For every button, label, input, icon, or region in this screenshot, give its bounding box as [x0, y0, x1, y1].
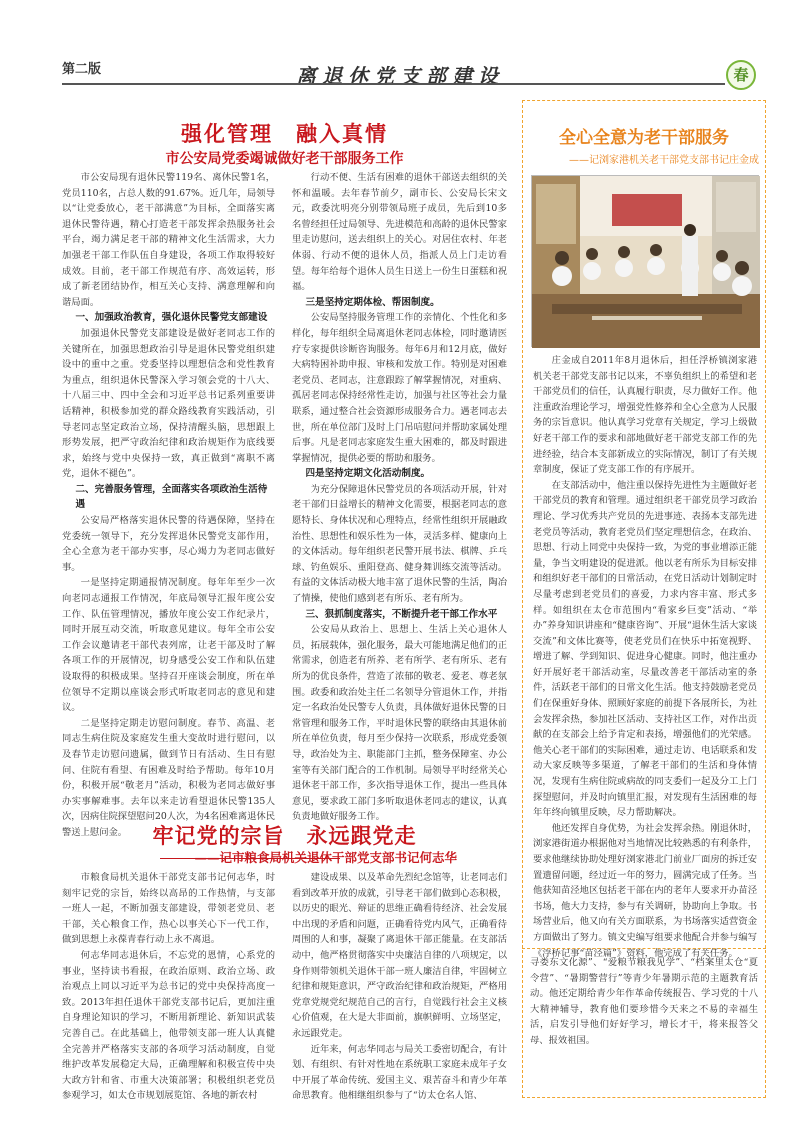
article-3-box [522, 100, 766, 1098]
article-2-continuation-text: 寻娄东文化源”、“爱粮节粮我见学”、“档案里太仓“夏令营”、“暑期警营行”等青少年暑期示范的主题教育活动。他还定期给青少年作革命传统报告、学习党的十八大精神辅导，教育他们要珍惜今天来之不易的幸福生活，启发引导他们好好学习，增长才干，将来报答父母、报效祖国。 [530, 957, 758, 1046]
section-heading: 三、狠抓制度落实，不断提升老干部工作水平 [305, 608, 498, 620]
article-2-title: 牢记党的宗旨 永远跟党走 [152, 823, 417, 848]
paragraph: 一是坚持定期通报情况制度。每年年至少一次向老同志通报工作情况，年底局领导汇报年度公安工作、队伍管理情况，播放年度公安工作纪录片，同时开展互动交流，听取意见建议。每年全市公安工作会议邀请老干部代表列席，让老干部及时了解各项工作的开展情况，切身感受公安工作和队伍建设取得的积极成果。坚持召开座谈会制度，所在单位领导不定期以座谈会形式听取老同志的意见和建议。 [62, 577, 275, 714]
paragraph: 在支部活动中，他注重以保持先进性为主题做好老干部党员的教育和管理。通过组织老干部党员学习政治理论、学习优秀共产党员的先进事迹、表扬本支部先进老党员等活动，教育老党员们坚定理想信念，在政治、思想、行动上同党中央保持一致，为党的事业增添正能量，争当文明建设的促进派。他以老有所乐为目标安排和组织好老干部们的日常活动，在党日活动计划制定时尽量考虑到老党员们的喜爱，力求内容丰富、形式多样。如组织在太仓市范围内“看家乡巨变”活动、“举办”养身知识讲座和“健康咨询”、开展“退休生活大家谈交流”和文体比赛等，使老党员们在快乐中拓宽视野、增进了解、学到知识、促进身心健康。同时，他注重办好开展好老干部活动室，尽量改善老干部活动室的条件，活跃老干部们的日常文化生活。他支持鼓励老党员们在保重好身体、照顾好家庭的前提下各展所长，为社会发挥余热，参加社区活动、支持社区工作，对作出贡献的在支部会上给予肯定和表扬，增强他们的光荣感。他关心老干部们的实际困难，通过走访、电话联系和发动大家反映等多渠道，了解老干部们的生活和身体情况，发现有生病住院或病故的同支委们一起及分工上门探望慰问，并及时向镇里汇报，对发现有生活困难的每年年终向镇里反映，尽力帮助解决。 [533, 479, 757, 819]
meeting-photo-image [532, 176, 760, 348]
paragraph: 建设成果、以及革命先烈纪念馆等，让老同志们看到改革开放的成就，引导老干部们做到心态积极，以历史的眼光、辩证的思维正确看待经济、社会发展中出现的矛盾和问题，正确看待党内风气，正确看待周围的人和事，凝聚了离退休干部正能量。在支部活动中，他严格贯彻落实中央廉洁自律的八项规定，以身作则带领机关退休干部一班人廉洁自律，牢固树立纪律和规矩意识，严守政治纪律和政治规矩，严格用党章党规党纪规范自己的言行，自觉践行社会主义核心价值观，在大是大非面前，旗帜鲜明、立场坚定，永远跟党走。 [292, 872, 507, 1039]
paragraph: 庄金成自2011年8月退休后，担任浮桥镇浏家港机关老干部党支部书记以来，不辜负组织上的希望和老干部党员们的信任，认真履行职责，尽力做好工作。他注重政治理论学习，增强党性修养和全心全意为人民服务的宗旨意识。他认真学习党章有关规定，学习上级做好老干部工作的要求和部地做好老干部党支部工作的先进经验，结合本支部新成立的实际情况，制订了有关规章制度，保证了党支部工作的有序展开。 [533, 355, 757, 476]
article-3-box-divider [522, 948, 766, 949]
paragraph: 行动不便、生活有困难的退休干部送去组织的关怀和温暖。去年春节前夕，副市长、公安局长宋文元，政委沈明亮分别带领局班子成员，先后到10多名曾经担任过局领导、先进模范和高龄的退休民警家里走访慰问，送去组织上的关心。对居住农村、年老体弱、行动不便的退休人员，指派人员上门走访看望。每年给每个退休人员生日送上一份生日蛋糕和祝福。 [292, 172, 507, 293]
paragraph: 他还发挥自身优势，为社会发挥余热。刚退休时，浏家港街道办根据他对当地情况比较熟悉的有利条件，要求他继续协助处理好浏家港北门前业厂面房的拆迁安置遗留问题，经过近一年的努力，圆满完成了任务。当他获知苗泾地区包括老干部在内的老年人要求开办苗泾书场，他大力支持，参与有关调研，协助向上争取。书场营业后，他又向有关方面联系，为书场落实适营资金方面做出了努力。镇文史编写组要求他配合并参与编写《浮桥记事“苗泾篇”》资料，他完成了有关任务。 [533, 822, 757, 959]
article-2-subtitle: ——记市粮食局机关退休干部党支部书记何志华 [194, 850, 457, 865]
paragraph: 市公安局现有退休民警119名、离休民警1名，党员110名，占总人数的91.67%。近几年，局领导以“让党委放心，老干部满意”为目标，全面落实离退休民警待遇，精心打造老干部发挥余热服务社会平台，竭力满足老干部的精神文化生活需求，大力加强老干部工作队伍自身建设，各项工作取得较好成效。目前，老干部工作规范有序、高效运转，形成了新老团结协作，相互关心支持、满意理解和向谐局面。 [62, 172, 275, 308]
article-3-column [533, 353, 757, 959]
article-2-column-1 [62, 870, 275, 1100]
paragraph: 近年来，何志华同志与局关工委密切配合，有计划、有组织、有针对性地在系统职工家庭未成年子女中开展了革命传统、爱国主义、艰苦奋斗和青少年革命思教育。他相继组织参与了“访太仓名人馆、 [292, 1043, 507, 1102]
article-2-column-2 [292, 870, 507, 1100]
paragraph: 公安局坚持服务管理工作的亲情化、个性化和多样化，每年组织全局离退休老同志体检，同时邀请医疗专家提供诊断咨询服务。每年6月和12月底，做好大病特困补助申报、审核和发放工作。特别是对困难老党员、老同志，注意跟踪了解掌握情况，对重病、孤居老同志保持经常性走访，加强与社区等社会力量联系，通过整合社会资源形成服务合力。遇老同志去世，所在单位部门及时上门吊唁慰问并帮助家属处理后事。凡是老同志家庭发生重大困难的，都及时跟进掌握情况，提供必要的帮助和服务。 [292, 312, 507, 464]
newspaper-title: 离退休党支部建设 [296, 64, 504, 88]
page-number-label: 第二版 [62, 62, 102, 77]
article-3-title: 全心全意为老干部服务 [559, 128, 729, 148]
article-1-title: 强化管理 融入真情 [181, 122, 388, 146]
article-1-column-1 [62, 170, 275, 838]
article-1-subtitle: 市公安局党委竭诚做好老干部服务工作 [165, 151, 404, 167]
header-rule [62, 83, 725, 85]
section-heading: 三是坚持定期体检、帮困制度。 [305, 296, 440, 308]
meeting-photo [531, 175, 759, 347]
paragraph: 加强退休民警党支部建设是做好老同志工作的关键所在，加强思想政治引导是退休民警党组织建设中的重中之重。党委坚持以理想信念和党性教育为重点，组织退休民警深入学习领会党的十八大、十八届三中、四中全会和习近平总书记系列重要讲话精神，积极参加党的群众路线教育实践活动，引导老同志坚定政治立场，保持清醒头脑，思想跟上形势发展，把严守政治纪律和政治规矩作为底线要求，始终与党中央保持一致，真正做到“离职不离党，退休不褪色”。 [62, 327, 275, 480]
section-heading: 一、加强政治教育，强化退休民警党支部建设 [75, 312, 268, 324]
paragraph: 公安局从政治上、思想上、生活上关心退休人员，拓展载体，强化服务，最大可能地满足他们的正常需求，创造老有所养、老有所学、老有所乐、老有所为的优良条件，营造了浓郁的敬老、爱老、尊老氛围。政委和政治处主任二名领导分管退休工作，并指定一名政治处民警专人负责，具体做好退休民警的日常管理和服务工作，平时退休民警的联络由其退休前所在单位负责，每月至少保持一次联系，形成党委领导，政治处为主、职能部门主抓，整务保障室、办公室等有关部门配合的工作机制。局领导平时经常关心退休老干部工作，多次指导退休工作，提出一些具体意见，要求政工部门多听取退休老同志的建议，认真负责地做好服务工作。 [292, 624, 507, 823]
newspaper-logo-icon: 春 [726, 60, 756, 90]
paragraph: 市粮食局机关退休干部党支部书记何志华，时刻牢记党的宗旨，始终以高昂的工作热情，与支部一班人一起，不断加强支部建设，带领老党员、老干部，关心粮食工作，热心以事关心下一代工作，做到思想上永葆青春行动上永不离退。 [62, 872, 275, 946]
article-1-column-2 [292, 170, 507, 823]
article-3-subtitle: ——记浏家港机关老干部党支部书记庄金成 [569, 155, 759, 166]
paragraph: 公安局严格落实退休民警的待遇保障，坚持在党委统一领导下，充分发挥退休民警党支部作用，全心全意为老干部办实事，尽心竭力为老同志做好事。 [62, 515, 275, 573]
article-2-continuation [530, 955, 758, 1095]
paragraph: 为充分保障退休民警党员的各项活动开展，针对老干部们日益增长的精神文化需要，根据老同志的意愿特长、身体状况和心理特点，经常性组织开展融政治性、思想性和娱乐性为一体，灵活多样、健康向上的文体活动。每年组织老民警开展书法、棋牌、乒乓球、钓鱼娱乐、重阳登高、健身舞训练交流等活动。有益的文体活动极大地丰富了退休民警的生活，陶冶了情操，使他们感到老有所乐、老有所为。 [292, 483, 507, 605]
section-heading: 二、完善服务管理，全面落实各项政治生活待遇 [75, 483, 268, 511]
section-heading: 四是坚持定期文化活动制度。 [305, 468, 431, 480]
paragraph: 何志华同志退休后，不忘党的恩情，心系党的事业，坚持读书看报，在政治原则、政治立场、政治观点上同以习近平为总书记的党中央保持高度一致。2013年担任退休干部党支部书记后，更加注重自身理论知识的学习，不断用新理论、新知识武装完善自己。在此基础上，他带领支部一班人认真健全完善并严格落实支部的各项学习活动制度，自觉维护改革发展稳定大局，正确理解和积极宣传中央大政方针和省、市重大决策部署；积极组织老党员参观学习，如太仓市规划展览馆、各地的新农村 [62, 949, 275, 1102]
paragraph: 二是坚持定期走访慰问制度。春节、高温、老同志生病住院及家庭发生重大变故时进行慰问，以及春节走访慰问遗属，做到节日有活动、生日有慰问、住院有看望、有困难及时给予帮助。每年10月份，积极开展“敬老月”活动，积极为老同志做好事办实事解难事。去年以来走访看望退休民警135人次，因病住院探望慰问20人次，为4名困难离退休民警送上慰问金。 [62, 717, 275, 838]
